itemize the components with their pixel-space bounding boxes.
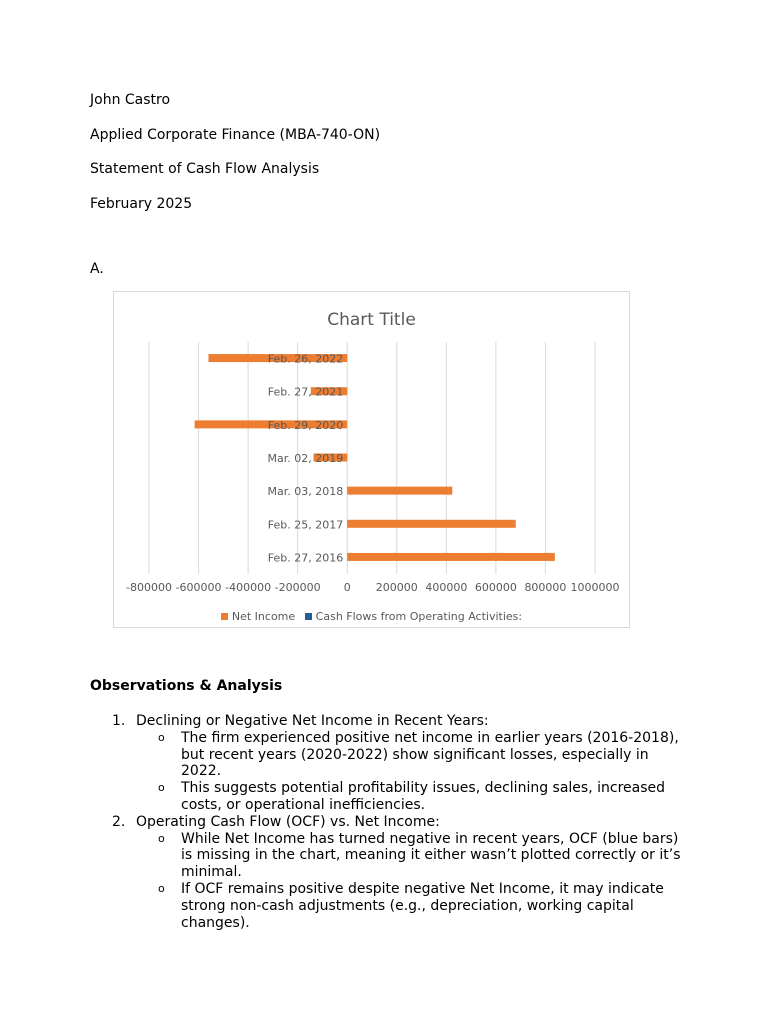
category-label: Feb. 27, 2016 [267, 551, 344, 565]
assignment-title: Statement of Cash Flow Analysis [90, 161, 320, 177]
analysis-heading: Observations & Analysis [90, 678, 283, 694]
sub-list-line: but recent years (2020-2022) show significant losses, especially in [181, 746, 649, 763]
sub-list-line: While Net Income has turned negative in recent years, OCF (blue bars) [181, 830, 679, 847]
chart-plot [114, 292, 631, 629]
category-label: Feb. 27, 2021 [267, 385, 344, 399]
category-label: Feb. 29, 2020 [267, 418, 344, 432]
x-tick-label: -400000 [225, 581, 272, 594]
bar-net-income [347, 487, 452, 495]
sub-list-item [90, 730, 690, 780]
legend-swatch-ocf [305, 613, 312, 620]
course-name: Applied Corporate Finance (MBA-740-ON) [90, 127, 381, 143]
bar-chart [113, 291, 630, 628]
sub-list-line: strong non-cash adjustments (e.g., depreciation, working capital [181, 897, 634, 914]
bullet-icon: o [158, 730, 165, 744]
section-label: A. [90, 261, 104, 277]
category-label: Mar. 03, 2018 [267, 485, 344, 499]
x-tick-label: 600000 [474, 581, 517, 594]
sub-list-line: 2022. [181, 763, 222, 780]
sub-list-item [90, 881, 690, 931]
x-tick-label: -800000 [126, 581, 172, 594]
legend-label-net-income: Net Income [231, 610, 296, 623]
bar-net-income [347, 553, 555, 561]
sub-list-line: The firm experienced positive net income in earlier years (2016-2018), [181, 729, 679, 746]
x-tick-label: 200000 [375, 581, 418, 594]
x-tick-label: 1000000 [570, 581, 620, 594]
category-label: Feb. 26, 2022 [267, 352, 344, 366]
sub-list-line: If OCF remains positive despite negative Net Income, it may indicate [181, 880, 664, 897]
chart-title: Chart Title [327, 310, 416, 330]
chart-legend [114, 610, 629, 623]
bar-net-income [347, 520, 515, 528]
sub-list-line: is missing in the chart, meaning it either wasn’t plotted correctly or it’s [181, 847, 681, 864]
analysis-list [90, 713, 690, 931]
bullet-icon: o [158, 881, 165, 895]
x-tick-label: 800000 [524, 581, 567, 594]
legend-item-ocf [305, 610, 522, 623]
list-item-number: 1. [112, 713, 126, 729]
author-name: John Castro [90, 92, 171, 108]
document-date: February 2025 [90, 196, 193, 212]
sub-list-line: changes). [181, 914, 250, 931]
sub-list-item [90, 831, 690, 881]
list-item-text: Operating Cash Flow (OCF) vs. Net Income: [136, 813, 440, 830]
list-item [90, 713, 690, 730]
category-label: Mar. 02, 2019 [267, 452, 344, 465]
x-tick-label: 400000 [425, 581, 468, 594]
legend-item-net-income [221, 610, 295, 623]
x-tick-label: 0 [343, 581, 351, 594]
x-tick-label: -200000 [274, 581, 321, 594]
sub-list-line: costs, or operational inefficiencies. [181, 796, 426, 813]
list-item [90, 814, 690, 831]
sub-list-line: minimal. [181, 864, 242, 881]
x-tick-label: -600000 [175, 581, 222, 594]
bullet-icon: o [158, 781, 165, 795]
bullet-icon: o [158, 831, 165, 845]
sub-list-line: This suggests potential profitability issues, declining sales, increased [181, 780, 666, 797]
list-item-text: Declining or Negative Net Income in Recent Years: [136, 713, 489, 729]
sub-list-item [90, 780, 690, 814]
category-label: Feb. 25, 2017 [267, 518, 344, 532]
legend-label-ocf: Cash Flows from Operating Activities: [315, 610, 523, 623]
legend-swatch-net-income [221, 613, 228, 620]
list-item-number: 2. [112, 813, 126, 830]
